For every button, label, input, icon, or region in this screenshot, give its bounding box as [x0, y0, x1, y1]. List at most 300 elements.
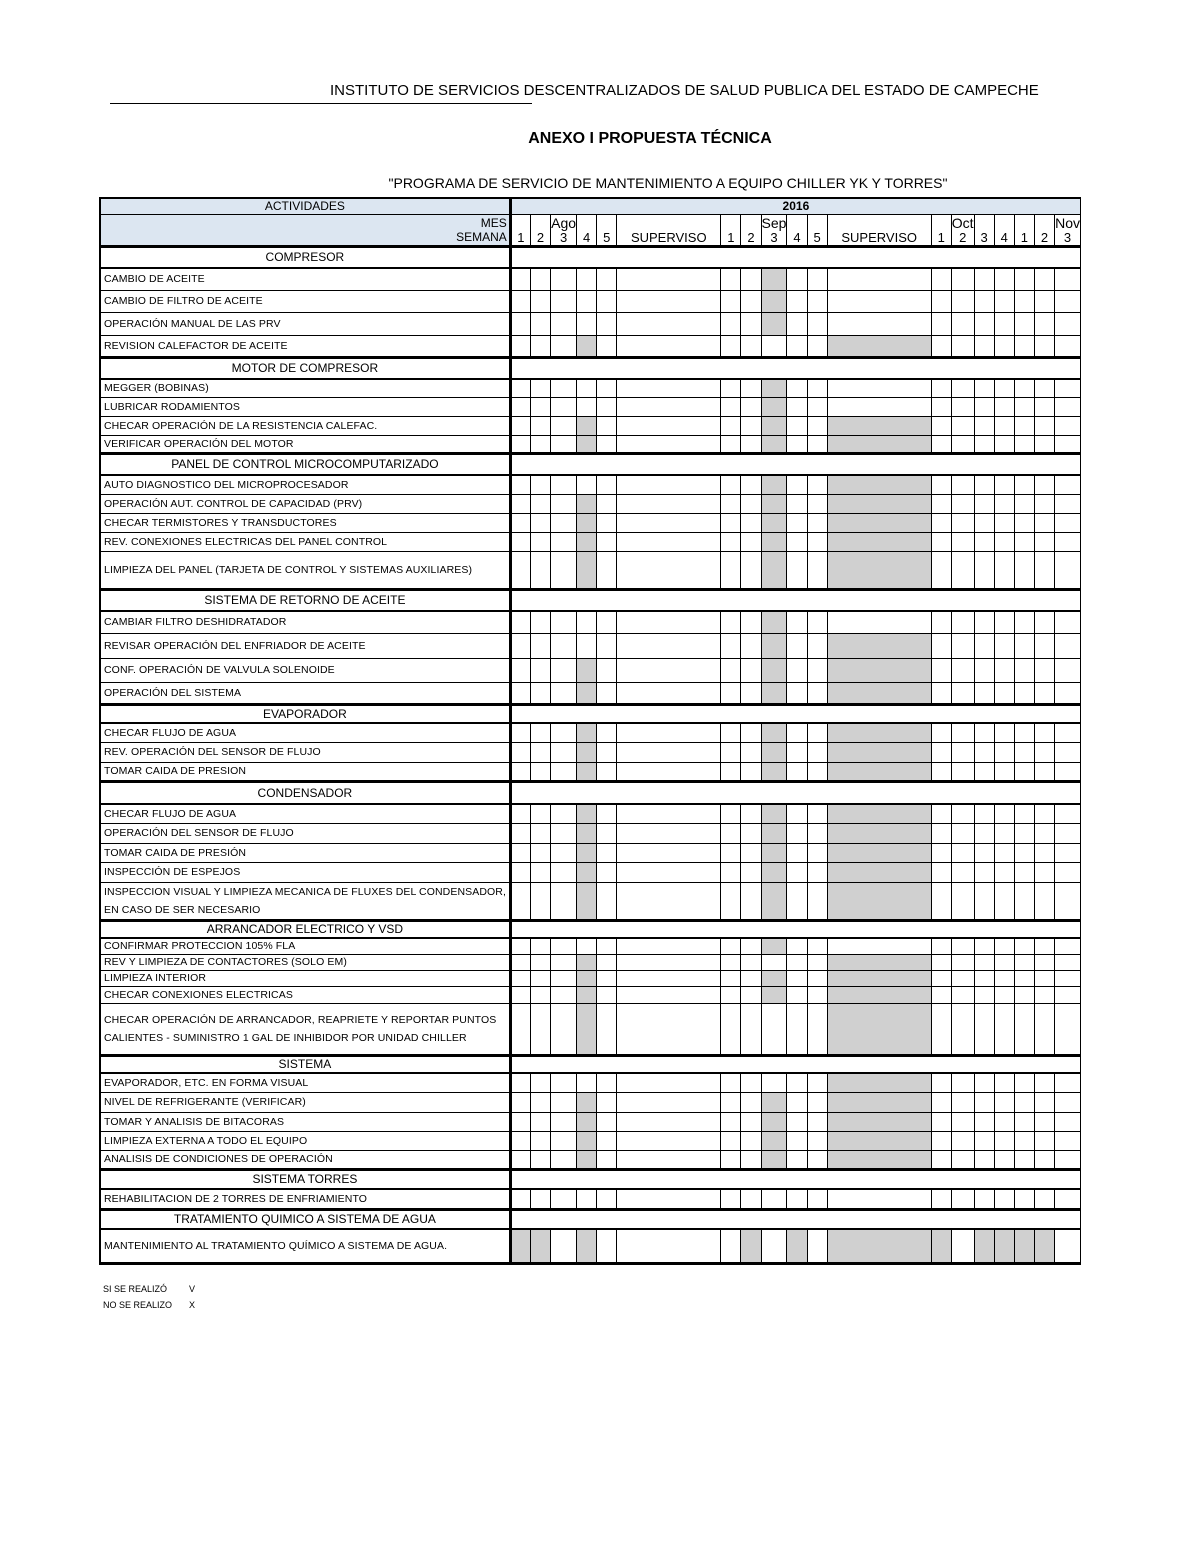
week-cell[interactable] — [551, 312, 577, 335]
week-cell[interactable] — [951, 804, 974, 823]
week-cell[interactable] — [994, 1229, 1014, 1263]
week-cell[interactable] — [787, 804, 807, 823]
week-cell[interactable] — [787, 954, 807, 970]
week-cell[interactable] — [741, 633, 761, 658]
week-cell[interactable] — [931, 335, 951, 357]
supervision-cell[interactable] — [827, 1150, 931, 1169]
week-cell[interactable] — [1055, 1003, 1081, 1055]
week-cell[interactable] — [551, 494, 577, 513]
week-cell[interactable] — [807, 986, 827, 1003]
week-cell[interactable] — [807, 1131, 827, 1150]
week-cell[interactable] — [510, 475, 530, 494]
week-cell[interactable] — [551, 1189, 577, 1209]
week-cell[interactable] — [530, 862, 550, 882]
week-cell[interactable] — [1034, 804, 1054, 823]
week-cell[interactable] — [551, 268, 577, 290]
week-cell[interactable] — [551, 938, 577, 954]
week-cell[interactable] — [1055, 335, 1081, 357]
supervision-cell[interactable] — [827, 823, 931, 843]
week-cell[interactable] — [1014, 986, 1034, 1003]
week-cell[interactable] — [530, 1112, 550, 1131]
week-cell[interactable] — [741, 1229, 761, 1263]
week-cell[interactable] — [951, 723, 974, 742]
week-cell[interactable] — [951, 938, 974, 954]
week-cell[interactable] — [721, 762, 741, 781]
week-cell[interactable] — [974, 290, 994, 312]
week-cell[interactable] — [1055, 268, 1081, 290]
week-cell[interactable] — [597, 1189, 617, 1209]
week-cell[interactable] — [597, 1229, 617, 1263]
week-cell[interactable] — [787, 1189, 807, 1209]
week-cell[interactable] — [931, 633, 951, 658]
week-cell[interactable] — [551, 290, 577, 312]
week-cell[interactable] — [551, 954, 577, 970]
week-cell[interactable] — [931, 823, 951, 843]
week-cell[interactable] — [1014, 862, 1034, 882]
week-cell[interactable] — [721, 633, 741, 658]
week-cell[interactable] — [974, 513, 994, 532]
week-cell[interactable] — [761, 435, 787, 453]
week-cell[interactable] — [597, 335, 617, 357]
week-cell[interactable] — [577, 1073, 597, 1092]
week-cell[interactable] — [577, 513, 597, 532]
week-cell[interactable] — [994, 862, 1014, 882]
week-cell[interactable] — [1014, 633, 1034, 658]
week-cell[interactable] — [597, 379, 617, 397]
week-cell[interactable] — [510, 1073, 530, 1092]
week-cell[interactable] — [807, 551, 827, 589]
week-cell[interactable] — [721, 513, 741, 532]
week-cell[interactable] — [974, 1229, 994, 1263]
week-cell[interactable] — [551, 1131, 577, 1150]
week-cell[interactable] — [551, 682, 577, 704]
week-cell[interactable] — [787, 1112, 807, 1131]
week-cell[interactable] — [510, 823, 530, 843]
week-cell[interactable] — [577, 658, 597, 682]
week-cell[interactable] — [551, 1150, 577, 1169]
week-cell[interactable] — [1034, 986, 1054, 1003]
week-cell[interactable] — [1014, 658, 1034, 682]
week-cell[interactable] — [741, 823, 761, 843]
week-cell[interactable] — [951, 513, 974, 532]
week-cell[interactable] — [994, 882, 1014, 920]
week-cell[interactable] — [807, 1189, 827, 1209]
week-cell[interactable] — [577, 435, 597, 453]
week-cell[interactable] — [530, 416, 550, 435]
supervision-cell[interactable] — [617, 1092, 721, 1112]
supervision-cell[interactable] — [617, 1131, 721, 1150]
week-cell[interactable] — [577, 1150, 597, 1169]
week-cell[interactable] — [807, 290, 827, 312]
week-cell[interactable] — [951, 532, 974, 551]
week-cell[interactable] — [1055, 1150, 1081, 1169]
week-cell[interactable] — [1055, 823, 1081, 843]
week-cell[interactable] — [994, 742, 1014, 762]
week-cell[interactable] — [994, 475, 1014, 494]
week-cell[interactable] — [721, 494, 741, 513]
week-cell[interactable] — [741, 268, 761, 290]
week-cell[interactable] — [530, 335, 550, 357]
week-cell[interactable] — [761, 843, 787, 862]
supervision-cell[interactable] — [617, 435, 721, 453]
week-cell[interactable] — [994, 723, 1014, 742]
week-cell[interactable] — [1014, 823, 1034, 843]
supervision-cell[interactable] — [617, 1150, 721, 1169]
week-cell[interactable] — [530, 1092, 550, 1112]
week-cell[interactable] — [1014, 762, 1034, 781]
supervision-cell[interactable] — [617, 335, 721, 357]
week-cell[interactable] — [721, 312, 741, 335]
week-cell[interactable] — [597, 862, 617, 882]
week-cell[interactable] — [510, 1189, 530, 1209]
week-cell[interactable] — [787, 970, 807, 986]
supervision-cell[interactable] — [827, 1092, 931, 1112]
week-cell[interactable] — [721, 986, 741, 1003]
week-cell[interactable] — [1014, 312, 1034, 335]
week-cell[interactable] — [577, 1003, 597, 1055]
week-cell[interactable] — [974, 551, 994, 589]
week-cell[interactable] — [931, 290, 951, 312]
week-cell[interactable] — [597, 843, 617, 862]
week-cell[interactable] — [1034, 954, 1054, 970]
week-cell[interactable] — [1034, 1073, 1054, 1092]
supervision-cell[interactable] — [827, 312, 931, 335]
week-cell[interactable] — [1034, 1112, 1054, 1131]
week-cell[interactable] — [530, 682, 550, 704]
week-cell[interactable] — [741, 882, 761, 920]
week-cell[interactable] — [1034, 379, 1054, 397]
week-cell[interactable] — [994, 823, 1014, 843]
week-cell[interactable] — [551, 379, 577, 397]
week-cell[interactable] — [1055, 494, 1081, 513]
week-cell[interactable] — [761, 862, 787, 882]
week-cell[interactable] — [931, 862, 951, 882]
week-cell[interactable] — [721, 862, 741, 882]
week-cell[interactable] — [577, 290, 597, 312]
week-cell[interactable] — [577, 397, 597, 416]
week-cell[interactable] — [787, 290, 807, 312]
week-cell[interactable] — [994, 513, 1014, 532]
week-cell[interactable] — [597, 723, 617, 742]
supervision-cell[interactable] — [827, 742, 931, 762]
week-cell[interactable] — [510, 1112, 530, 1131]
week-cell[interactable] — [721, 658, 741, 682]
week-cell[interactable] — [1034, 682, 1054, 704]
week-cell[interactable] — [597, 475, 617, 494]
week-cell[interactable] — [787, 416, 807, 435]
week-cell[interactable] — [577, 882, 597, 920]
week-cell[interactable] — [551, 843, 577, 862]
week-cell[interactable] — [597, 1131, 617, 1150]
week-cell[interactable] — [597, 658, 617, 682]
week-cell[interactable] — [974, 1131, 994, 1150]
week-cell[interactable] — [951, 742, 974, 762]
supervision-cell[interactable] — [617, 742, 721, 762]
supervision-cell[interactable] — [827, 475, 931, 494]
week-cell[interactable] — [741, 494, 761, 513]
week-cell[interactable] — [761, 513, 787, 532]
week-cell[interactable] — [551, 397, 577, 416]
week-cell[interactable] — [741, 1092, 761, 1112]
week-cell[interactable] — [787, 335, 807, 357]
week-cell[interactable] — [931, 954, 951, 970]
week-cell[interactable] — [1014, 843, 1034, 862]
week-cell[interactable] — [551, 532, 577, 551]
week-cell[interactable] — [951, 862, 974, 882]
week-cell[interactable] — [741, 611, 761, 633]
week-cell[interactable] — [1055, 1229, 1081, 1263]
week-cell[interactable] — [951, 551, 974, 589]
week-cell[interactable] — [510, 435, 530, 453]
week-cell[interactable] — [721, 1112, 741, 1131]
week-cell[interactable] — [1014, 1092, 1034, 1112]
week-cell[interactable] — [1014, 513, 1034, 532]
week-cell[interactable] — [931, 658, 951, 682]
week-cell[interactable] — [807, 1229, 827, 1263]
week-cell[interactable] — [597, 823, 617, 843]
week-cell[interactable] — [530, 658, 550, 682]
week-cell[interactable] — [761, 1073, 787, 1092]
week-cell[interactable] — [761, 723, 787, 742]
week-cell[interactable] — [1014, 397, 1034, 416]
supervision-cell[interactable] — [617, 397, 721, 416]
week-cell[interactable] — [551, 551, 577, 589]
week-cell[interactable] — [741, 954, 761, 970]
week-cell[interactable] — [1034, 1131, 1054, 1150]
week-cell[interactable] — [597, 633, 617, 658]
week-cell[interactable] — [931, 843, 951, 862]
week-cell[interactable] — [974, 475, 994, 494]
supervision-cell[interactable] — [827, 954, 931, 970]
week-cell[interactable] — [807, 882, 827, 920]
week-cell[interactable] — [741, 762, 761, 781]
week-cell[interactable] — [787, 532, 807, 551]
week-cell[interactable] — [1014, 416, 1034, 435]
week-cell[interactable] — [721, 682, 741, 704]
week-cell[interactable] — [597, 532, 617, 551]
week-cell[interactable] — [761, 475, 787, 494]
week-cell[interactable] — [597, 290, 617, 312]
week-cell[interactable] — [530, 986, 550, 1003]
week-cell[interactable] — [1014, 268, 1034, 290]
week-cell[interactable] — [974, 379, 994, 397]
week-cell[interactable] — [597, 611, 617, 633]
week-cell[interactable] — [510, 611, 530, 633]
week-cell[interactable] — [761, 1131, 787, 1150]
supervision-cell[interactable] — [827, 862, 931, 882]
week-cell[interactable] — [807, 682, 827, 704]
week-cell[interactable] — [787, 742, 807, 762]
week-cell[interactable] — [551, 335, 577, 357]
week-cell[interactable] — [974, 611, 994, 633]
week-cell[interactable] — [951, 1131, 974, 1150]
week-cell[interactable] — [721, 416, 741, 435]
week-cell[interactable] — [510, 1229, 530, 1263]
week-cell[interactable] — [994, 682, 1014, 704]
week-cell[interactable] — [1034, 268, 1054, 290]
week-cell[interactable] — [551, 804, 577, 823]
week-cell[interactable] — [807, 804, 827, 823]
week-cell[interactable] — [597, 494, 617, 513]
week-cell[interactable] — [931, 397, 951, 416]
week-cell[interactable] — [1034, 862, 1054, 882]
week-cell[interactable] — [510, 986, 530, 1003]
week-cell[interactable] — [994, 1112, 1014, 1131]
week-cell[interactable] — [1055, 551, 1081, 589]
week-cell[interactable] — [787, 494, 807, 513]
week-cell[interactable] — [951, 435, 974, 453]
week-cell[interactable] — [761, 416, 787, 435]
week-cell[interactable] — [577, 970, 597, 986]
week-cell[interactable] — [530, 1003, 550, 1055]
week-cell[interactable] — [931, 532, 951, 551]
week-cell[interactable] — [741, 986, 761, 1003]
week-cell[interactable] — [551, 1112, 577, 1131]
week-cell[interactable] — [931, 1189, 951, 1209]
supervision-cell[interactable] — [617, 532, 721, 551]
week-cell[interactable] — [931, 1112, 951, 1131]
week-cell[interactable] — [551, 986, 577, 1003]
week-cell[interactable] — [951, 416, 974, 435]
week-cell[interactable] — [741, 1003, 761, 1055]
week-cell[interactable] — [994, 804, 1014, 823]
week-cell[interactable] — [577, 682, 597, 704]
week-cell[interactable] — [931, 551, 951, 589]
week-cell[interactable] — [721, 551, 741, 589]
week-cell[interactable] — [510, 513, 530, 532]
week-cell[interactable] — [974, 1189, 994, 1209]
week-cell[interactable] — [741, 290, 761, 312]
week-cell[interactable] — [530, 823, 550, 843]
week-cell[interactable] — [530, 762, 550, 781]
week-cell[interactable] — [951, 1150, 974, 1169]
week-cell[interactable] — [931, 513, 951, 532]
week-cell[interactable] — [807, 494, 827, 513]
week-cell[interactable] — [510, 633, 530, 658]
supervision-cell[interactable] — [617, 862, 721, 882]
week-cell[interactable] — [931, 1073, 951, 1092]
week-cell[interactable] — [807, 532, 827, 551]
week-cell[interactable] — [1034, 843, 1054, 862]
supervision-cell[interactable] — [827, 532, 931, 551]
week-cell[interactable] — [510, 268, 530, 290]
week-cell[interactable] — [761, 494, 787, 513]
week-cell[interactable] — [787, 633, 807, 658]
week-cell[interactable] — [787, 986, 807, 1003]
week-cell[interactable] — [807, 416, 827, 435]
week-cell[interactable] — [931, 1229, 951, 1263]
week-cell[interactable] — [1034, 397, 1054, 416]
week-cell[interactable] — [530, 532, 550, 551]
week-cell[interactable] — [761, 1092, 787, 1112]
week-cell[interactable] — [577, 1092, 597, 1112]
week-cell[interactable] — [761, 823, 787, 843]
week-cell[interactable] — [1055, 954, 1081, 970]
week-cell[interactable] — [721, 532, 741, 551]
week-cell[interactable] — [1034, 633, 1054, 658]
week-cell[interactable] — [807, 335, 827, 357]
week-cell[interactable] — [597, 804, 617, 823]
week-cell[interactable] — [577, 742, 597, 762]
week-cell[interactable] — [741, 551, 761, 589]
week-cell[interactable] — [974, 682, 994, 704]
week-cell[interactable] — [510, 862, 530, 882]
week-cell[interactable] — [951, 312, 974, 335]
week-cell[interactable] — [761, 742, 787, 762]
week-cell[interactable] — [974, 742, 994, 762]
week-cell[interactable] — [530, 970, 550, 986]
week-cell[interactable] — [510, 762, 530, 781]
week-cell[interactable] — [807, 954, 827, 970]
week-cell[interactable] — [510, 1131, 530, 1150]
week-cell[interactable] — [787, 682, 807, 704]
week-cell[interactable] — [721, 938, 741, 954]
week-cell[interactable] — [974, 1073, 994, 1092]
week-cell[interactable] — [1034, 312, 1054, 335]
week-cell[interactable] — [951, 1073, 974, 1092]
week-cell[interactable] — [974, 954, 994, 970]
week-cell[interactable] — [1034, 970, 1054, 986]
supervision-cell[interactable] — [827, 658, 931, 682]
week-cell[interactable] — [994, 938, 1014, 954]
week-cell[interactable] — [1055, 435, 1081, 453]
week-cell[interactable] — [597, 312, 617, 335]
week-cell[interactable] — [761, 611, 787, 633]
week-cell[interactable] — [1034, 1092, 1054, 1112]
week-cell[interactable] — [577, 1131, 597, 1150]
week-cell[interactable] — [551, 1229, 577, 1263]
week-cell[interactable] — [1034, 611, 1054, 633]
week-cell[interactable] — [787, 882, 807, 920]
week-cell[interactable] — [577, 1189, 597, 1209]
week-cell[interactable] — [1034, 762, 1054, 781]
week-cell[interactable] — [530, 633, 550, 658]
week-cell[interactable] — [1055, 1112, 1081, 1131]
week-cell[interactable] — [974, 1003, 994, 1055]
week-cell[interactable] — [741, 658, 761, 682]
week-cell[interactable] — [951, 986, 974, 1003]
week-cell[interactable] — [1034, 1229, 1054, 1263]
supervision-cell[interactable] — [827, 435, 931, 453]
week-cell[interactable] — [510, 723, 530, 742]
week-cell[interactable] — [931, 762, 951, 781]
supervision-cell[interactable] — [827, 290, 931, 312]
week-cell[interactable] — [530, 843, 550, 862]
supervision-cell[interactable] — [827, 1189, 931, 1209]
week-cell[interactable] — [974, 1092, 994, 1112]
week-cell[interactable] — [1034, 742, 1054, 762]
week-cell[interactable] — [530, 379, 550, 397]
week-cell[interactable] — [1014, 742, 1034, 762]
week-cell[interactable] — [1055, 882, 1081, 920]
week-cell[interactable] — [994, 954, 1014, 970]
week-cell[interactable] — [951, 762, 974, 781]
week-cell[interactable] — [931, 682, 951, 704]
week-cell[interactable] — [1034, 290, 1054, 312]
week-cell[interactable] — [994, 268, 1014, 290]
week-cell[interactable] — [994, 435, 1014, 453]
supervision-cell[interactable] — [617, 268, 721, 290]
week-cell[interactable] — [974, 823, 994, 843]
week-cell[interactable] — [1055, 1092, 1081, 1112]
week-cell[interactable] — [721, 882, 741, 920]
week-cell[interactable] — [787, 723, 807, 742]
week-cell[interactable] — [1034, 882, 1054, 920]
week-cell[interactable] — [597, 416, 617, 435]
week-cell[interactable] — [974, 862, 994, 882]
week-cell[interactable] — [721, 742, 741, 762]
supervision-cell[interactable] — [617, 1003, 721, 1055]
